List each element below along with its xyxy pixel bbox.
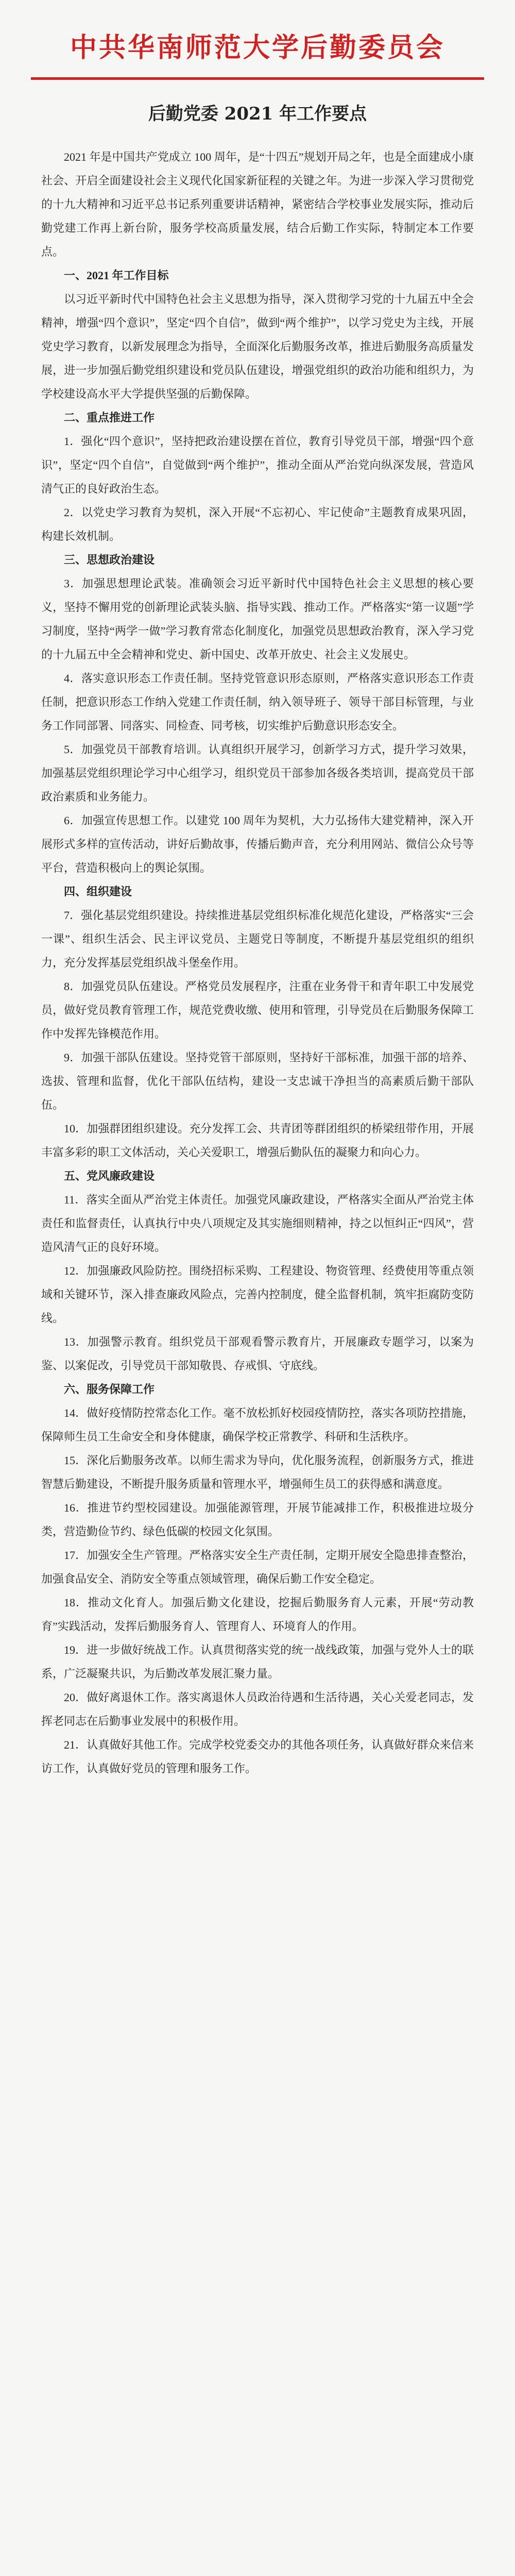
section-paragraph: 17．加强安全生产管理。严格落实安全生产责任制，定期开展安全隐患排查整治，加强食品安全、消防安全等重点领域管理，确保后勤工作安全稳定。 [41, 1549, 474, 1586]
section-paragraph: 3．加强思想理论武装。准确领会习近平新时代中国特色社会主义思想的核心要义，坚持不懈用党的创新理论武装头脑、指导实践、推动工作。严格落实“第一议题”学习制度，坚持“两学一做”学习教育常态化制度化，加强党员思想政治教育，深入学习党的十九届五中全会精神和党史、新中国史、改革开放史、社会主义发展史。 [41, 577, 474, 662]
section-heading: 四、组织建设 [64, 885, 132, 899]
section-heading: 六、服务保障工作 [64, 1383, 155, 1396]
section-paragraph: 11．落实全面从严治党主体责任。加强党风廉政建设，严格落实全面从严治党主体责任和监督责任，认真执行中央八项规定及其实施细则精神，持之以恒纠正“四风”，营造风清气正的良好环境。 [41, 1193, 474, 1254]
org-title: 中共华南师范大学后勤委员会 [70, 32, 445, 63]
section-paragraph: 7．强化基层党组织建设。持续推进基层党组织标准化规范化建设，严格落实“三会一课”、组织生活会、民主评议党员、主题党日等制度，不断提升基层党组织的组织力，充分发挥基层党组织战斗堡垒作用。 [41, 909, 474, 970]
section-heading: 一、2021 年工作目标 [64, 269, 169, 282]
red-divider [31, 77, 484, 80]
section-paragraph: 6．加强宣传思想工作。以建党 100 周年为契机，大力弘扬伟大建党精神，深入开展形式多样的宣传活动，讲好后勤故事，传播后勤声音，充分利用网站、微信公众号等平台，营造积极向上的舆论氛围。 [41, 814, 474, 875]
section-heading: 二、重点推进工作 [64, 411, 155, 425]
section-paragraph: 4．落实意识形态工作责任制。坚持党管意识形态原则，严格落实意识形态工作责任制，把意识形态工作纳入党建工作责任制，纳入领导班子、领导干部目标管理，与业务工作同部署、同落实、同检查、同考核，切实维护后勤意识形态安全。 [41, 672, 474, 733]
section [41, 880, 474, 1164]
section-paragraph: 1．强化“四个意识”，坚持把政治建设摆在首位，教育引导党员干部，增强“四个意识”，坚定“四个自信”，自觉做到“两个维护”，推动全面从严治党向纵深发展，营造风清气正的良好政治生态。 [41, 435, 474, 496]
section [41, 1164, 474, 1378]
section-paragraph: 以习近平新时代中国特色社会主义思想为指导，深入贯彻学习党的十九届五中全会精神，增强“四个意识”，坚定“四个自信”，做到“两个维护”，以学习党史为主线，开展党史学习教育，以新发展理念为指导，全面深化后勤服务改革，推进后勤服务高质量发展，进一步加强后勤党组织建设和党员队伍建设，增强党组织的政治功能和组织力，为学校建设高水平大学提供坚强的后勤保障。 [41, 293, 474, 401]
section [41, 548, 474, 880]
section [41, 264, 474, 406]
section-paragraph: 13．加强警示教育。组织党员干部观看警示教育片，开展廉政专题学习，以案为鉴、以案促改，引导党员干部知敬畏、存戒惧、守底线。 [41, 1335, 474, 1372]
document-title: 后勤党委 2021 年工作要点 [148, 104, 367, 125]
section-paragraph: 12．加强廉政风险防控。围绕招标采购、工程建设、物资管理、经费使用等重点领域和关键环节，深入排查廉政风险点，完善内控制度，健全监督机制，筑牢拒腐防变防线。 [41, 1264, 474, 1325]
section [41, 1378, 474, 1781]
section-paragraph: 16．推进节约型校园建设。加强能源管理，开展节能减排工作，积极推进垃圾分类，营造勤俭节约、绿色低碳的校园文化氛围。 [41, 1501, 474, 1538]
section-paragraph: 15．深化后勤服务改革。以师生需求为导向，优化服务流程，创新服务方式，推进智慧后勤建设，不断提升服务质量和管理水平，增强师生员工的获得感和满意度。 [41, 1454, 474, 1491]
section-paragraph: 18．推动文化育人。加强后勤文化建设，挖掘后勤服务育人元素，开展“劳动教育”实践活动，发挥后勤服务育人、管理育人、环境育人的作用。 [41, 1596, 474, 1633]
section-paragraph: 9．加强干部队伍建设。坚持党管干部原则，坚持好干部标准，加强干部的培养、选拔、管理和监督，优化干部队伍结构，建设一支忠诚干净担当的高素质后勤干部队伍。 [41, 1051, 474, 1112]
section-paragraph: 10．加强群团组织建设。充分发挥工会、共青团等群团组织的桥梁纽带作用，开展丰富多彩的职工文体活动，关心关爱职工，增强后勤队伍的凝聚力和向心力。 [41, 1122, 474, 1159]
section-paragraph: 21．认真做好其他工作。完成学校党委交办的其他各项任务，认真做好群众来信来访工作，认真做好党员的管理和服务工作。 [41, 1738, 474, 1775]
section-heading: 五、党风廉政建设 [64, 1170, 155, 1183]
letterhead [41, 0, 474, 80]
section-heading: 三、思想政治建设 [64, 553, 155, 567]
section-paragraph: 14．做好疫情防控常态化工作。毫不放松抓好校园疫情防控，落实各项防控措施，保障师生员工生命安全和身体健康，确保学校正常教学、科研和生活秩序。 [41, 1406, 474, 1444]
section-paragraph: 8．加强党员队伍建设。严格党员发展程序，注重在业务骨干和青年职工中发展党员，做好党员教育管理工作，规范党费收缴、使用和管理，引导党员在后勤服务保障工作中发挥先锋模范作用。 [41, 980, 474, 1041]
section-paragraph: 20．做好离退休工作。落实离退休人员政治待遇和生活待遇，关心关爱老同志，发挥老同志在后勤事业发展中的积极作用。 [41, 1691, 474, 1728]
document-body [41, 264, 474, 1781]
section-paragraph: 5．加强党员干部教育培训。认真组织开展学习，创新学习方式，提升学习效果，加强基层党组织理论学习中心组学习，组织党员干部参加各级各类培训，提高党员干部政治素质和业务能力。 [41, 743, 474, 804]
section [41, 406, 474, 548]
intro-paragraph: 2021 年是中国共产党成立 100 周年，是“十四五”规划开局之年，也是全面建成小康社会、开启全面建设社会主义现代化国家新征程的关键之年。为进一步深入学习贯彻党的十九大精神和习近平总书记系列重要讲话精神，紧密结合学校事业发展实际，推动后勤党建工作再上新台阶，服务学校高质量发展，结合后勤工作实际，特制定本工作要点。 [41, 150, 474, 259]
section-paragraph: 19．进一步做好统战工作。认真贯彻落实党的统一战线政策，加强与党外人士的联系，广泛凝聚共识，为后勤改革发展汇聚力量。 [41, 1643, 474, 1681]
section-paragraph: 2．以党史学习教育为契机，深入开展“不忘初心、牢记使命”主题教育成果巩固，构建长效机制。 [41, 506, 474, 543]
